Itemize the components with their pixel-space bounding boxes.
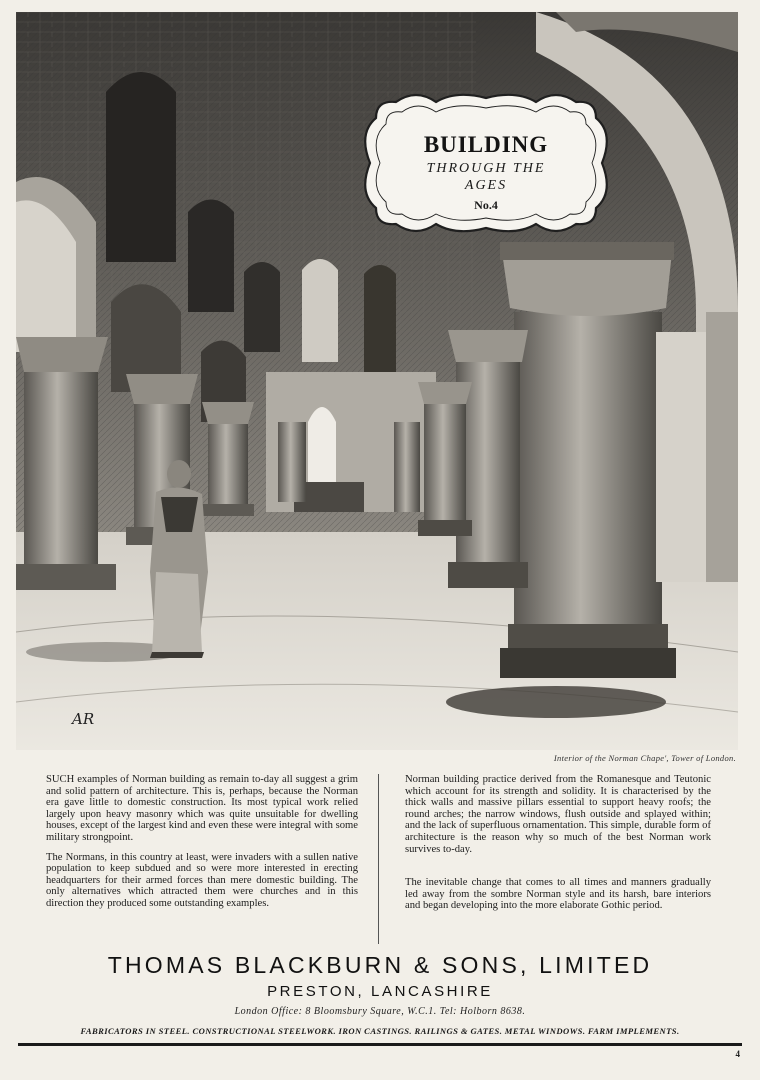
footer-rule bbox=[18, 1043, 742, 1046]
right-paragraph-1: Norman building practice derived from the Romanesque and Teutonic which account for its strength and solidity. It is characterised by the thick walls and massive pillars essential to support heavy roofs; the round arches; the narrow windows, flush outside and splayed within; and the lack of superfluous ornamentation. This simple, durable form of architecture is the reason why so much of the best Norman work survives to-day. bbox=[405, 774, 711, 855]
product-list: FABRICATORS IN STEEL. CONSTRUCTIONAL STEELWORK. IRON CASTINGS. RAILINGS & GATES. METAL WINDOWS. FARM IMPLEMENTS. bbox=[80, 1026, 680, 1036]
left-paragraph-1: SUCH examples of Norman building as remain to-day all suggest a grim and solid pattern of architecture. This is, perhaps, because the Norman era gave little to domestic construction. Its most typical work relied largely upon heavy masonry which was quite unsuitable for dwelling houses, except of the largest kind and even these were integral with some military strongpoint. bbox=[46, 774, 358, 843]
title-cartouche bbox=[356, 88, 616, 238]
column-divider bbox=[378, 774, 379, 944]
cartouche-subtitle-line1: THROUGH THE bbox=[426, 161, 546, 176]
cartouche-title: BUILDING bbox=[423, 132, 549, 157]
right-paragraph-2: The inevitable change that comes to all times and manners gradually led away from the sombre Norman style and its harsh, bare interiors and began developing into the more elaborate Gothic period. bbox=[405, 877, 711, 912]
london-office: London Office: 8 Bloomsbury Square, W.C.1. Tel: Holborn 8638. bbox=[234, 1006, 526, 1017]
left-paragraph-2: The Normans, in this country at least, were invaders with a sullen native population to keep subdued and so were more interested in erecting headquarters for their armed forces than mere domestic building. The only alternatives which attracted them were churches and in this direction they produced some outstanding examples. bbox=[46, 851, 358, 909]
page-number: 4 bbox=[735, 1049, 740, 1059]
series-number: No.4 bbox=[474, 198, 498, 212]
company-name: THOMAS BLACKBURN & SONS, LIMITED bbox=[107, 952, 653, 978]
body-column-left bbox=[46, 774, 358, 918]
illustration-caption: Interior of the Norman Chape', Tower of London. bbox=[553, 753, 736, 763]
artist-signature: AR bbox=[72, 710, 95, 728]
body-column-right bbox=[405, 774, 711, 920]
company-town: PRESTON, LANCASHIRE bbox=[267, 983, 493, 1000]
cartouche-subtitle-line2: AGES bbox=[464, 178, 508, 193]
